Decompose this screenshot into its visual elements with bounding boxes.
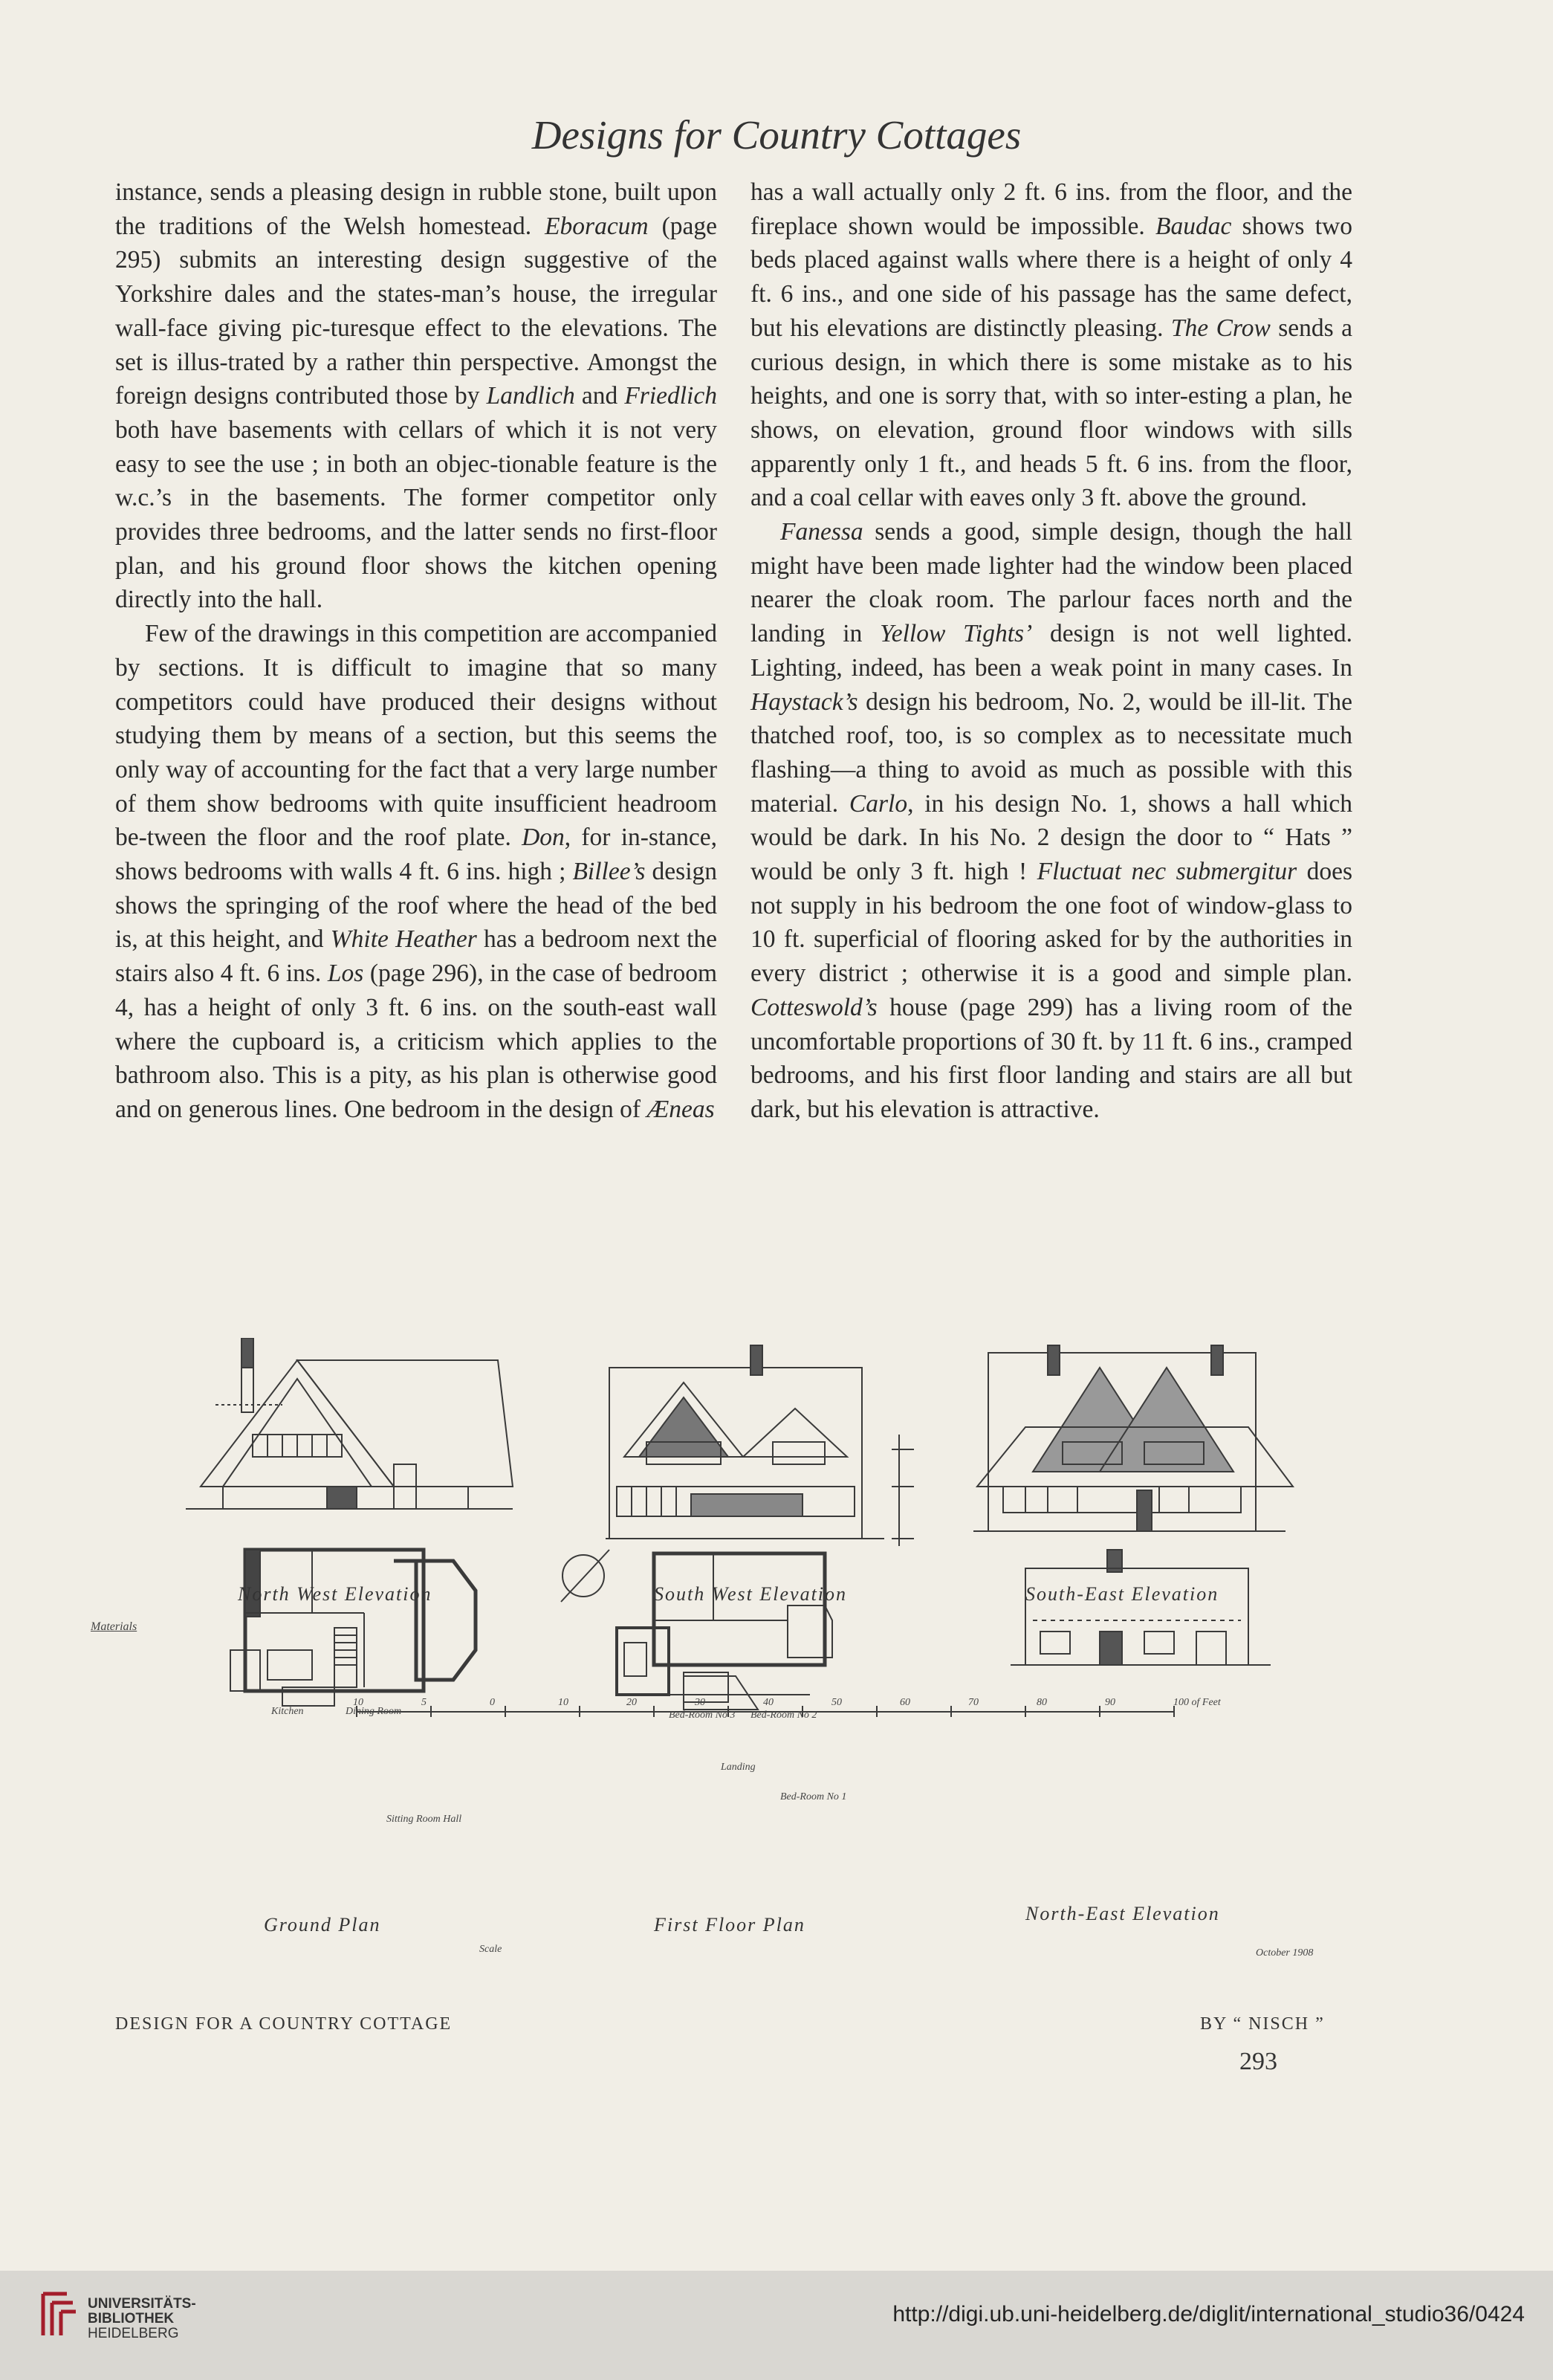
scale-tick-label: 80 — [1037, 1697, 1047, 1708]
paragraph — [115, 175, 717, 617]
scale-tick-label: 100 of Feet — [1173, 1697, 1221, 1708]
italic-name: Los — [327, 960, 364, 988]
south-east-elevation-label: South-East Elevation — [1025, 1583, 1219, 1605]
italic-name: White Heather — [330, 925, 477, 954]
text-run: (page 295) submits an interesting design suggestive of the Yorkshire dales and the states-man’s house, the irregular wall-face giving pic-turesque effect to the elevations. The set is illus-trated by a rather thin perspective. Amongst the foreign designs contributed those by — [115, 212, 717, 410]
date-note: October 1908 — [1256, 1947, 1314, 1959]
room-label-bed-room-2: Bed-Room No 2 — [750, 1710, 817, 1721]
caption-left: DESIGN FOR A COUNTRY COTTAGE — [115, 2014, 453, 2034]
north-arrow — [561, 1550, 609, 1602]
text-run: shows two beds placed against walls where there is a height of only 4 ft. 6 ins., and one side of his passage has the same defect, but his elevations are distinctly pleasing. — [750, 212, 1352, 342]
text-run: , for in-stance, shows bedrooms with walls 4 ft. 6 ins. high ; — [115, 824, 717, 886]
ground-plan-label: Ground Plan — [264, 1914, 381, 1936]
italic-name: Billee’s — [572, 858, 646, 886]
scale-tick-label: 0 — [490, 1697, 495, 1708]
text-run: has a wall actually only 2 ft. 6 ins. from the floor, and the fireplace shown would be impossible. — [750, 178, 1352, 240]
running-head: Designs for Country Cottages — [531, 112, 1022, 158]
library-line-1: UNIVERSITÄTS- — [88, 2296, 196, 2312]
ground-plan-drawing — [230, 1550, 476, 1706]
italic-name: Fanessa — [780, 518, 863, 546]
text-run: design is not well lighted. Lighting, indeed, has been a weak point in many cases. In — [750, 620, 1352, 682]
scale-tick-label: 50 — [831, 1697, 842, 1708]
scale-tick-label: 5 — [421, 1697, 427, 1708]
italic-name: Cotteswold’s — [750, 993, 878, 1021]
scale-tick-label: 70 — [968, 1697, 979, 1708]
materials-heading: Materials — [91, 1620, 137, 1633]
library-name — [88, 2297, 196, 2341]
italic-name: Don — [522, 824, 565, 852]
north-west-elevation-label: North West Elevation — [238, 1583, 432, 1605]
north-west-elevation-drawing — [186, 1338, 513, 1509]
room-label-bed-room-3: Bed-Room No 3 — [669, 1710, 736, 1721]
south-west-elevation-drawing — [606, 1345, 914, 1546]
text-run: and — [574, 382, 625, 410]
first-floor-plan-drawing — [617, 1553, 832, 1710]
italic-name: Friedlich — [624, 382, 717, 410]
library-logo-icon — [37, 2288, 79, 2344]
text-run: does not supply in his bedroom the one foot of window-glass to 10 ft. superficial of flooring asked for by the authorities in every district ; otherwise it is a good and simple plan. — [750, 858, 1352, 988]
italic-name: Yellow Tights’ — [880, 620, 1033, 648]
south-west-elevation-label: South West Elevation — [654, 1583, 848, 1605]
text-run: Few of the drawings in this competition are accompanied by sections. It is difficult to imagine that so many competitors could have produced their designs without studying them by means of a section, but this seems the only way of accounting for the fact that a very large number of them show bedrooms with quite insufficient headroom be-tween the floor and the roof plate. — [115, 620, 717, 852]
paragraph — [750, 515, 1352, 1127]
paragraph — [750, 175, 1352, 515]
scale-tick-label: 40 — [763, 1697, 774, 1708]
cottage-drawings — [171, 1338, 1375, 1717]
text-run: (page 296), in the case of bedroom 4, has a height of only 3 ft. 6 ins. on the south-east wall where the cupboard is, a criticism which applies to the bathroom also. This is a pity, as his plan is otherwise good and on generous lines. One bedroom in the design of — [115, 960, 717, 1123]
library-line-3: HEIDELBERG — [88, 2326, 179, 2341]
room-label-bed-room-1: Bed-Room No 1 — [780, 1791, 847, 1802]
room-label-sitting-room-hall: Sitting Room Hall — [386, 1814, 462, 1825]
italic-name: Baudac — [1155, 212, 1232, 240]
materials-key — [91, 1619, 232, 1634]
text-run: has a bedroom next the stairs also 4 ft. 6 ins. — [115, 925, 717, 988]
architectural-plate — [171, 1338, 1375, 1959]
source-url-link[interactable]: http://digi.ub.uni-heidelberg.de/diglit/international_studio36/0424 — [892, 2302, 1525, 2326]
scale-tick-label: 10 — [353, 1697, 363, 1708]
italic-name: Fluctuat nec submergitur — [1037, 858, 1297, 886]
text-run: design shows the springing of the roof where the head of the bed is, at this height, and — [115, 858, 717, 954]
paragraph — [115, 617, 717, 1127]
scale-tick-label: 10 — [558, 1697, 568, 1708]
scale-label: Scale — [479, 1944, 502, 1955]
text-column-left — [115, 175, 717, 1127]
room-label-kitchen: Kitchen — [271, 1706, 304, 1717]
north-east-elevation-label: North-East Elevation — [1025, 1903, 1220, 1924]
italic-name: The Crow — [1170, 314, 1271, 342]
text-run: house (page 299) has a living room of the uncomfortable proportions of 30 ft. by 11 ft. 6 ins., cramped bedrooms, and his first floor landing and stairs are all but dark, but his elevation is attractive. — [750, 993, 1352, 1123]
page-number: 293 — [1239, 2048, 1277, 2075]
first-floor-plan-label: First Floor Plan — [654, 1914, 805, 1936]
north-east-elevation-drawing — [1011, 1550, 1271, 1665]
caption-right: BY “ NISCH ” — [1200, 2014, 1325, 2034]
italic-name: Eboracum — [545, 212, 649, 240]
text-run: , in his design No. 1, shows a hall which would be dark. In his No. 2 design the door to “ Hats ” would be only 3 ft. high ! — [750, 789, 1352, 886]
scale-tick-label: 60 — [900, 1697, 910, 1708]
italic-name: Landlich — [486, 382, 575, 410]
italic-name: Haystack’s — [750, 688, 858, 716]
south-east-elevation-drawing — [973, 1345, 1293, 1531]
italic-name: Carlo — [849, 789, 908, 818]
italic-name: Æneas — [646, 1095, 715, 1123]
room-label-dining-room: Dining Room — [346, 1706, 402, 1717]
scale-tick-label: 30 — [695, 1697, 705, 1708]
text-run: design his bedroom, No. 2, would be ill-lit. The thatched roof, too, is so complex as to necessitate much flashing—a thing to avoid as much as possible with this material. — [750, 688, 1352, 818]
library-line-2: BIBLIOTHEK — [88, 2311, 175, 2326]
scale-tick-label: 90 — [1105, 1697, 1115, 1708]
room-label-landing: Landing — [721, 1762, 756, 1773]
text-run: instance, sends a pleasing design in rubble stone, built upon the traditions of the Welsh homestead. — [115, 178, 717, 240]
text-column-right — [750, 175, 1352, 1127]
text-run: both have basements with cellars of which it is not very easy to see the use ; in both an objec-tionable feature is the w.c.’s in the basements. The former competitor only provides three bedrooms, and the latter sends no first-floor plan, and his ground floor shows the kitchen opening directly into the hall. — [115, 415, 717, 614]
text-run: sends a good, simple design, though the hall might have been made lighter had the window been placed nearer the cloak room. The parlour faces north and the landing in — [750, 518, 1352, 648]
scale-tick-label: 20 — [626, 1697, 637, 1708]
text-run: sends a curious design, in which there is some mistake as to his heights, and one is sorry that, with so inter-esting a plan, he shows, on elevation, ground floor windows with sills apparently only 1 ft., and heads 5 ft. 6 ins. from the floor, and a coal cellar with eaves only 3 ft. above the ground. — [750, 314, 1353, 512]
